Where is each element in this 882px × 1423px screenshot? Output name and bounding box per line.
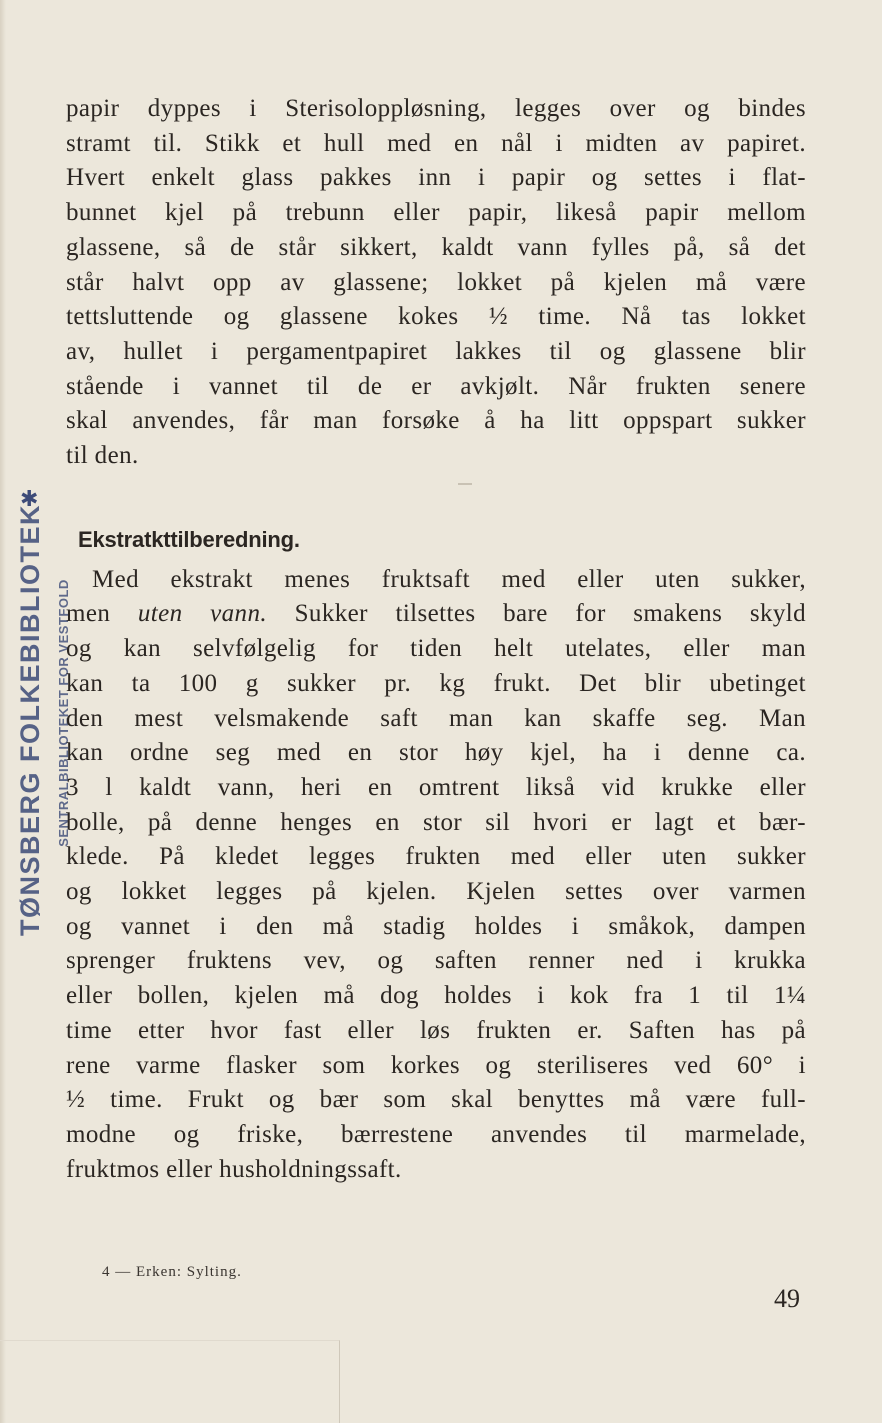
text-line: eller bollen, kjelen må dog holdes i kok fra 1 til 1¼ — [66, 982, 806, 1010]
text-line: rene varme flasker som korkes og steriliseres ved 60° i — [66, 1051, 806, 1079]
text-line: står halvt opp av glassene; lokket på kjelen må være — [66, 268, 806, 296]
text-line: Hvert enkelt glass pakkes inn i papir og settes i flat- — [66, 164, 806, 192]
text-line: og lokket legges på kjelen. Kjelen settes over varmen — [66, 878, 806, 906]
page-number: 49 — [774, 1284, 800, 1313]
text-line: Med ekstrakt menes fruktsaft med eller uten sukker, — [92, 565, 806, 593]
text-line: tettsluttende og glassene kokes ½ time. Nå tas lokket — [66, 303, 806, 331]
library-stamp: TØNSBERG FOLKEBIBLIOTEK — [15, 504, 45, 936]
text-line: stramt til. Stikk et hull med en nål i midten av papiret. — [66, 129, 806, 157]
text-line: skal anvendes, får man forsøke å ha litt oppspart sukker — [66, 407, 806, 435]
page-edge — [0, 0, 6, 1423]
text-line: stående i vannet til de er avkjølt. Når frukten senere — [66, 372, 806, 400]
page-body — [66, 92, 806, 1187]
text-span: men — [66, 600, 138, 628]
text-span: Sukker tilsettes bare for smakens skyld — [267, 600, 806, 628]
text-line: 3 l kaldt vann, heri en omtrent likså vid krukke eller — [66, 773, 806, 801]
text-line: og vannet i den må stadig holdes i småkok, dampen — [66, 912, 806, 940]
text-line — [66, 597, 806, 632]
text-line: papir dyppes i Sterisoloppløsning, legges over og bindes — [66, 95, 806, 122]
text-line: kan ta 100 g sukker pr. kg frukt. Det blir ubetinget — [66, 669, 806, 697]
library-stamp-subtitle: SENTRALBIBLIOTEKET FOR VESTFOLD — [56, 579, 71, 847]
stamp-star-icon: ✱ — [20, 486, 39, 511]
text-line: sprenger fruktens vev, og saften renner ned i krukka — [66, 947, 806, 975]
text-line: ½ time. Frukt og bær som skal benyttes må være full- — [66, 1086, 806, 1114]
text-line: bunnet kjel på trebunn eller papir, likeså papir mellom — [66, 199, 806, 227]
text-line: og kan selvfølgelig for tiden helt utelates, eller man — [66, 635, 806, 663]
text-line: glassene, så de står sikkert, kaldt vann fylles på, så det — [66, 233, 806, 261]
text-line: kan ordne seg med en stor høy kjel, ha i denne ca. — [66, 739, 806, 767]
page-corner-fold — [0, 1340, 340, 1423]
text-line: den mest velsmakende saft man kan skaffe seg. Man — [66, 704, 806, 732]
text-line: bolle, på denne henges en stor sil hvori er lagt et bær- — [66, 808, 806, 836]
section-heading: Ekstratkttilberedning. — [78, 526, 300, 552]
text-line: modne og friske, bærrestene anvendes til marmelade, — [66, 1120, 806, 1148]
footnote: 4 — Erken: Sylting. — [102, 1264, 242, 1280]
text-line: fruktmos eller husholdningssaft. — [66, 1155, 402, 1183]
italic-text: uten vann. — [137, 600, 267, 628]
text-line: av, hullet i pergamentpapiret lakkes til og glassene blir — [66, 337, 806, 365]
text-line: time etter hvor fast eller løs frukten er. Saften has på — [66, 1016, 806, 1044]
text-line: klede. På kledet legges frukten med eller uten sukker — [66, 843, 806, 871]
text-line: til den. — [66, 442, 139, 470]
ink-mark — [458, 483, 472, 485]
